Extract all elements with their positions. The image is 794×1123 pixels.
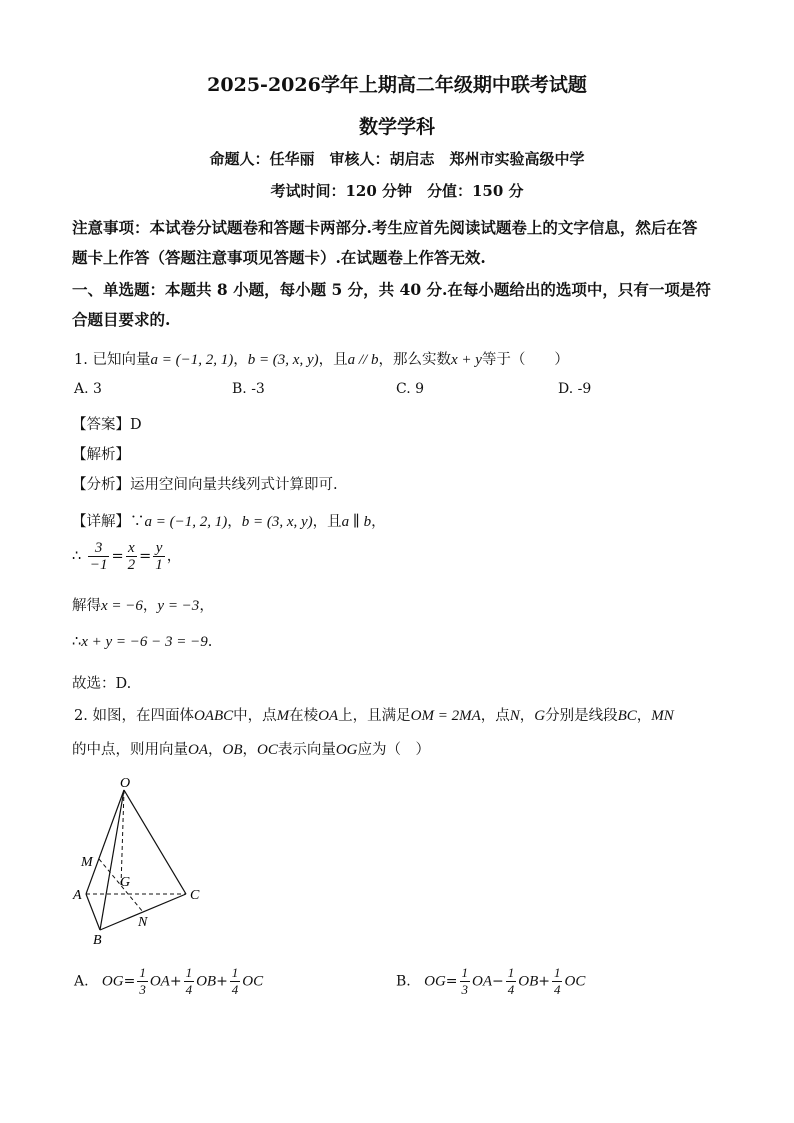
q1-detail: 【详解】∵a = (−1, 2, 1)，b = (3, x, y)，且a ∥ b， [72,514,386,530]
q1-choose: 故选：D. [72,676,132,692]
subject-title: 数学学科 [358,116,435,138]
label-b: B [93,933,102,948]
q1-option-d: D. -9 [558,381,592,397]
q2-option-a: A. OG= $\frac{1}{3}$ OA+ $\frac{1}{4}$ OB+ $\frac{1}{4}$ OC [74,965,264,997]
q2-stem-line-1: 2. 如图，在四面体OABC中，点M在棱OA上，且满足OM = 2MA，点N，G分别是线段BC，MN [74,708,674,724]
q1-vector-b: b = (3, x, y) [247,352,319,368]
tetrahedron-figure [70,776,220,948]
q1-option-b: B. -3 [232,381,265,397]
notice-line-2: 题卡上作答（答题注意事项见答题卡）.在试题卷上作答无效. [72,248,486,267]
q1-ratio-equation: ∴ $\frac{3}{-1}$ = $\frac{x}{2}$ = $\frac{y}{1}$ ， [72,540,182,573]
section-heading-line-1: 一、单选题：本题共 8 小题，每小题 5 分，共 40 分.在每小题给出的选项中，只有一项是符 [72,280,711,299]
q1-analysis-tag: 【解析】 [72,447,130,463]
q1-answer: 【答案】D [72,417,142,433]
label-c: C [190,888,200,903]
q1-solve: 解得x = −6，y = −3， [72,598,214,614]
q2-stem-line-2: 的中点，则用向量OA，OB，OC表示向量OG应为（ ） [72,742,431,758]
q1-sum: ∴x + y = −6 − 3 = −9. [72,634,213,650]
label-g: G [120,875,131,890]
q1-expr: x + y [450,352,482,368]
edge-oc [124,790,186,894]
edge-ob [100,790,124,930]
notice-line-1: 注意事项：本试卷分试题卷和答题卡两部分.考生应首先阅读试题卷上的文字信息，然后在答 [72,218,698,237]
answer-tag: 【答案】 [72,417,130,433]
q1-vector-a: a = (−1, 2, 1) [150,352,234,368]
label-m: M [81,855,93,870]
q2-option-b: B. OG= $\frac{1}{3}$ OA− $\frac{1}{4}$ OB+ $\frac{1}{4}$ OC [396,965,586,997]
section-heading-line-2: 合题目要求的. [72,310,171,329]
q1-option-c: C. 9 [396,381,425,397]
label-n: N [138,915,148,930]
q1-fenxi: 【分析】运用空间向量共线列式计算即可. [72,477,338,493]
exam-info: 考试时间：120 分钟 分值：150 分 [270,182,524,200]
q1-option-a: A. 3 [74,381,102,397]
label-o: O [120,776,131,791]
exam-title: 2025-2026学年上期高二年级期中联考试题 [207,74,587,96]
edge-oa [86,790,124,894]
q1-parallel: a // b [347,352,379,368]
author-line: 命题人：任华丽 审核人：胡启志 郑州市实验高级中学 [209,150,585,168]
q1-stem: 1. 已知向量a = (−1, 2, 1)，b = (3, x, y)，且a // b，那么实数x + y等于（ ） [74,352,569,368]
label-a: A [73,888,82,903]
edge-ab [86,894,100,930]
